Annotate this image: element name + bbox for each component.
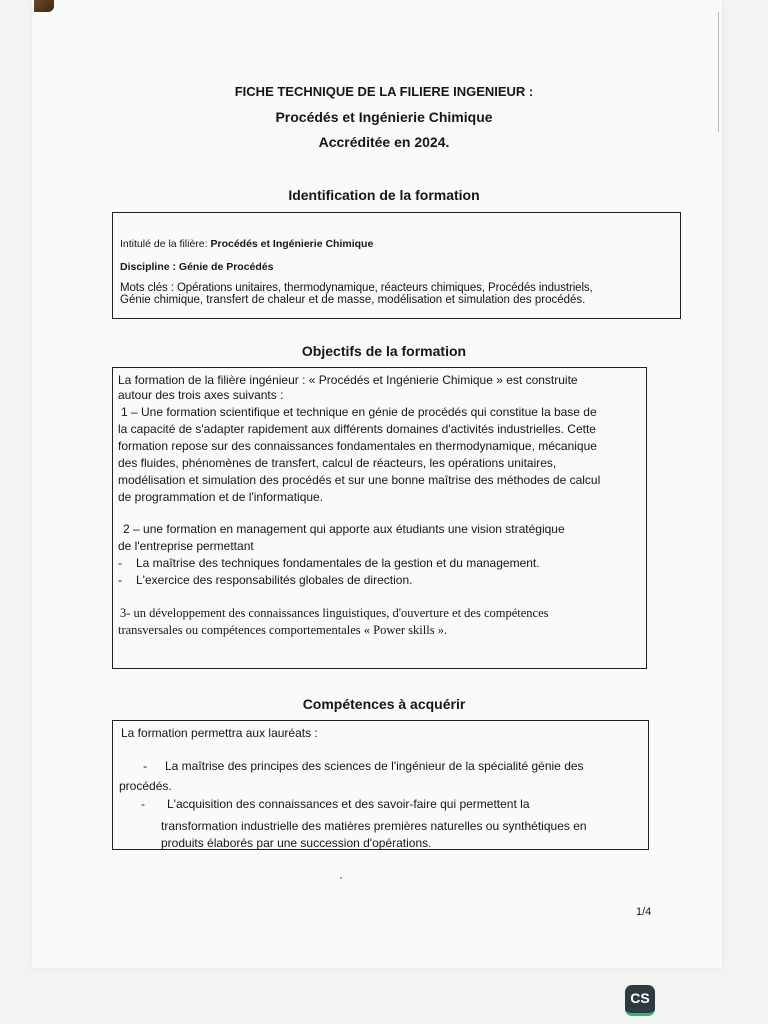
section-title-competences: Compétences à acquérir bbox=[302, 696, 466, 712]
axe2-line-1: 2 – une formation en management qui apporte aux étudiants une vision stratégique bbox=[123, 522, 565, 536]
competence-item-1 bbox=[143, 758, 584, 775]
competence-item-2-cont: produits élaborés par une succession d'opérations. bbox=[161, 836, 432, 850]
axe1-line: formation repose sur des connaissances fondamentales en thermodynamique, mécanique bbox=[118, 439, 597, 453]
dash-bullet-icon: - bbox=[118, 556, 122, 570]
axe1-line: des fluides, phénomènes de transfert, calcul de réacteurs, les opérations unitaires, bbox=[118, 456, 557, 470]
identification-box bbox=[112, 212, 681, 319]
axe1-line: 1 – Une formation scientifique et technique en génie de procédés qui constitue la base de bbox=[121, 405, 597, 419]
mots-cles-line2: Génie chimique, transfert de chaleur et de masse, modélisation et simulation des procédés. bbox=[120, 294, 586, 306]
competences-box bbox=[112, 720, 649, 850]
competences-intro: La formation permettra aux lauréats : bbox=[121, 726, 318, 740]
accreditation-line: Accréditée en 2024. bbox=[318, 134, 450, 150]
objectifs-box bbox=[112, 367, 647, 669]
competence-item-2 bbox=[141, 796, 530, 813]
axe2-bullet-text: L'exercice des responsabilités globales de direction. bbox=[136, 573, 413, 587]
discipline-line: Discipline : Génie de Procédés bbox=[120, 261, 274, 273]
axe2-bullet-text: La maîtrise des techniques fondamentales de la gestion et du management. bbox=[136, 556, 540, 570]
axe2-bullet bbox=[118, 555, 540, 572]
section-title-objectifs: Objectifs de la formation bbox=[301, 343, 467, 359]
objectifs-intro-1: La formation de la filière ingénieur : « Procédés et Ingénierie Chimique » est construite bbox=[118, 373, 578, 387]
competence-item-1-text: La maîtrise des principes des sciences de l'ingénieur de la spécialité génie des bbox=[165, 759, 584, 773]
intitule-value: Procédés et Ingénierie Chimique bbox=[210, 238, 374, 250]
corner-scan-artifact bbox=[34, 0, 54, 12]
axe1-line: de programmation et de l'informatique. bbox=[118, 490, 324, 504]
axe2-bullet bbox=[118, 572, 412, 589]
competence-item-2-cont: transformation industrielle des matières premières naturelles ou synthétiques en bbox=[161, 819, 587, 833]
camscanner-logo-icon: CS bbox=[625, 985, 655, 1016]
dash-bullet-icon: - bbox=[143, 759, 147, 773]
competence-item-1-cont: procédés. bbox=[119, 779, 172, 793]
axe3-line-1: 3- un développement des connaissances linguistiques, d'ouverture et des compétences bbox=[120, 606, 549, 620]
objectifs-intro-2: autour des trois axes suivants : bbox=[118, 388, 284, 402]
document-subtitle: Procédés et Ingénierie Chimique bbox=[275, 109, 493, 125]
section-title-identification: Identification de la formation bbox=[288, 187, 480, 203]
mots-cles-line1: Mots clés : Opérations unitaires, thermodynamique, réacteurs chimiques, Procédés industriels, bbox=[120, 282, 593, 294]
document-title: FICHE TECHNIQUE DE LA FILIERE INGENIEUR : bbox=[234, 84, 534, 99]
axe1-line: modélisation et simulation des procédés et sur une bonne maîtrise des méthodes de calcul bbox=[118, 473, 601, 487]
intitule-label: Intitulé de la filière: bbox=[120, 238, 208, 250]
axe1-line: la capacité de s'adapter rapidement aux différents domaines d'activités industrielles. Cette bbox=[118, 422, 596, 436]
dash-bullet-icon: - bbox=[141, 797, 145, 811]
scan-speck bbox=[340, 877, 342, 879]
competence-item-2-text: L'acquisition des connaissances et des savoir-faire qui permettent la bbox=[167, 797, 530, 811]
dash-bullet-icon: - bbox=[118, 573, 122, 587]
intitule-line bbox=[120, 237, 373, 251]
page-number: 1/4 bbox=[636, 906, 652, 918]
axe3-line-2: transversales ou compétences comportementales « Power skills ». bbox=[118, 623, 448, 637]
axe2-line-2: de l'entreprise permettant bbox=[118, 539, 254, 553]
